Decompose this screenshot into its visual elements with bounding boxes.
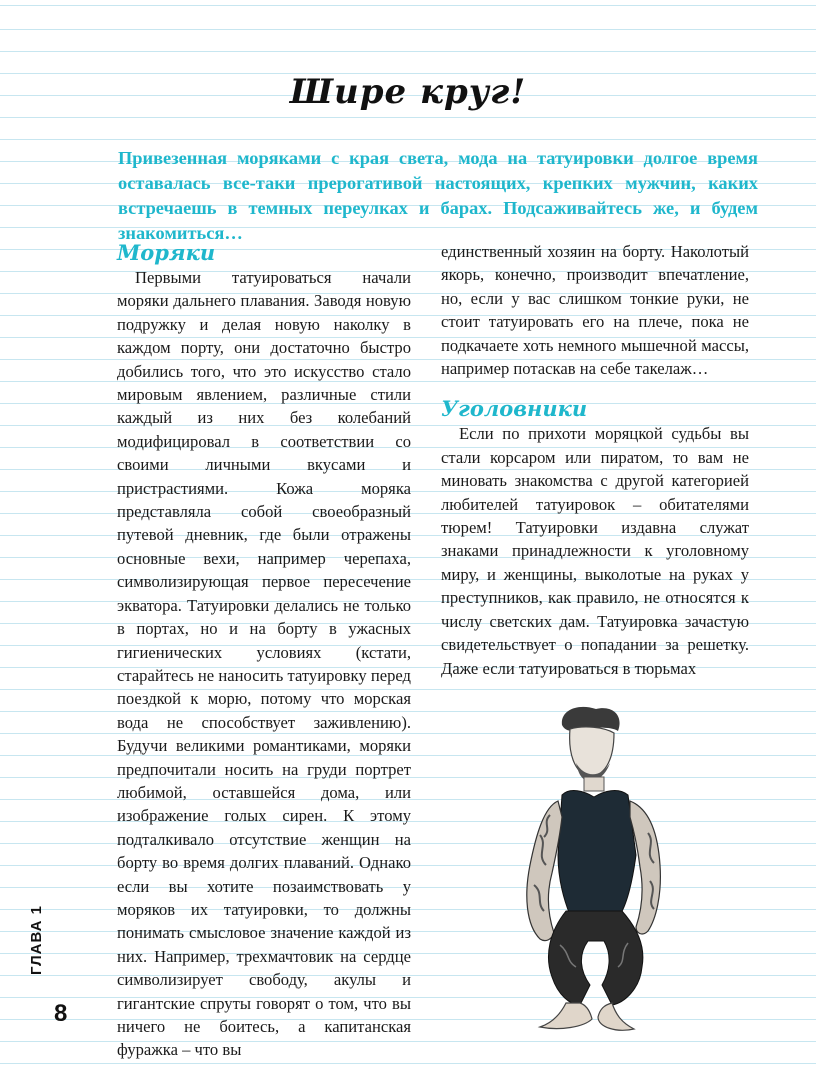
page-number: 8 xyxy=(54,1000,68,1027)
right-column xyxy=(441,240,749,680)
left-foot xyxy=(540,1003,592,1029)
right-foot xyxy=(598,1003,634,1030)
criminals-paragraph: Если по прихоти моряцкой судьбы вы стали корсаром или пиратом, то вам не миновать знакомства с другой категорией любителей татуировок – обитателями тюрем! Татуировки издавна служат знаками принадлежности к уголовному миру, и женщины, выколотые на руках у преступников, как правило, не относятся к числу светских дам. Татуировка зачастую свидетельствует о попадании за решетку. Даже если татуироваться в тюрьмах xyxy=(441,424,749,678)
jeans xyxy=(548,911,642,1005)
tank-top xyxy=(558,791,636,915)
sailors-continuation: единственный хозяин на борту. Наколотый якорь, конечно, производит впечатление, но, если у вас слишком тонкие руки, не стоит татуировать его на плече, пока не подкачаете хоть немного мышечной массы, например потаскав на себе такелаж… xyxy=(441,242,749,379)
chapter-label: ГЛАВА 1 xyxy=(28,905,45,975)
page-title: Шире круг! xyxy=(289,72,527,112)
intro-lead: Привезенная моряками с края света, мода на татуировки долгое время оставалась все-таки прерогативой настоящих, крепких мужчин, каких встречаешь в темных переулках и барах. Подсаживайтесь же, и будем знакомиться… xyxy=(118,148,758,244)
subhead-sailors: Моряки xyxy=(117,240,216,265)
tattooed-man-illustration xyxy=(500,705,690,1035)
head xyxy=(570,727,614,777)
subhead-criminals: Уголовники xyxy=(441,396,588,422)
left-column xyxy=(117,240,411,1062)
left-arm xyxy=(527,801,562,941)
sailors-paragraph: Первыми татуироваться начали моряки дальнего плавания. Заводя новую подружку и делая новую наколку в каждом порту, они достаточно быстро добились того, что это искусство стало мировым явлением, различные стили каждый из них без колебаний модифицировал в соответствии со своими личными вкусами и пристрастиями. Кожа моряка представляла собой своеобразный путевой дневник, где были отражены основные вехи, например черепаха, символизирующая первое пересечение экватора. Татуировки делались не только в портах, но и на борту в ужасных гигиенических условиях (кстати, старайтесь не наносить татуировку перед поездкой к морю, потому что морская вода не способствует заживлению). Будучи великими романтиками, моряки предпочитали носить на груди портрет любимой, оставшейся дома, или изображение голых сирен. К этому подталкивало отсутствие женщин на борту во время долгих плаваний. Однако если вы хотите позаимствовать у моряков их татуировки, то должны понимать смысловое значение каждой из них. Например, трехмачтовик на сердце символизирует свободу, акулы и гигантские спруты говорят о том, что вы ничего не боитесь, а капитанская фуражка – что вы xyxy=(117,268,411,1060)
